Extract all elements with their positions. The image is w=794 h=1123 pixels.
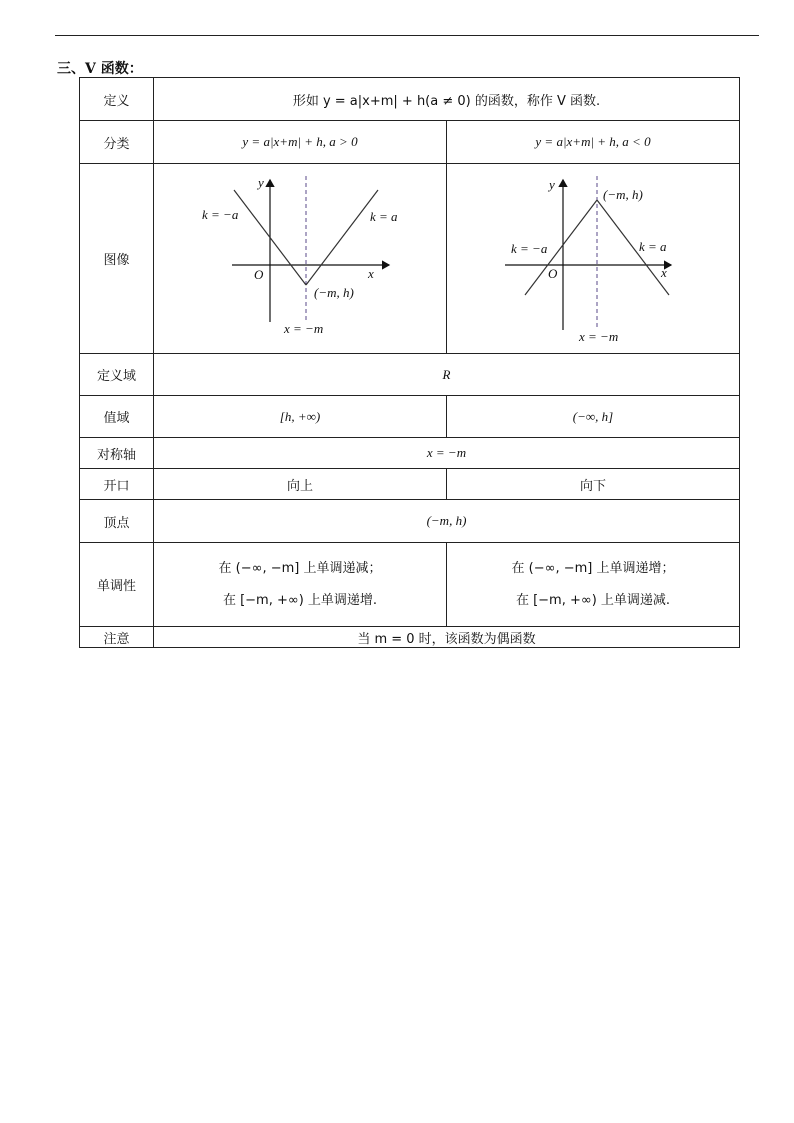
domain-value: R <box>154 354 740 396</box>
symmetry-line-label: x = −m <box>579 329 619 344</box>
graph-label: 图像 <box>80 164 154 354</box>
range-positive: [h, +∞) <box>154 396 447 438</box>
top-rule <box>55 35 759 36</box>
monotonicity-positive-line-1: 在 (−∞, −m] 上单调递减； <box>218 560 382 576</box>
classification-negative: y = a|x+m| + h, a < 0 <box>447 121 740 164</box>
left-slope-label: k = −a <box>202 207 239 222</box>
row-opening <box>80 469 740 500</box>
graph-negative <box>451 164 735 349</box>
opening-negative: 向下 <box>447 469 740 500</box>
symmetry-line-label: x = −m <box>284 321 324 336</box>
opening-positive: 向上 <box>154 469 447 500</box>
note-value: 当 m = 0 时，该函数为偶函数 <box>154 627 740 648</box>
axis-label: 对称轴 <box>80 438 154 469</box>
row-definition <box>80 78 740 121</box>
x-axis-label: x <box>661 265 667 280</box>
row-classification <box>80 121 740 164</box>
vertex-value: (−m, h) <box>154 500 740 543</box>
monotonicity-negative-line-2: 在 [−m, +∞) 上单调递减. <box>515 592 671 608</box>
x-axis-label: x <box>368 266 374 281</box>
row-axis <box>80 438 740 469</box>
graph-positive-cell <box>154 164 447 354</box>
vertex-row-label: 顶点 <box>80 500 154 543</box>
right-slope-label: k = a <box>639 239 667 254</box>
definition-label: 定义 <box>80 78 154 121</box>
definition-text: 形如 y = a|x+m| + h(a ≠ 0) 的函数，称作 V 函数. <box>154 78 740 121</box>
vertex-label: (−m, h) <box>314 285 354 300</box>
axis-value: x = −m <box>154 438 740 469</box>
section-title: 三、V 函数： <box>57 61 143 77</box>
graph-negative-cell <box>447 164 740 354</box>
range-negative: (−∞, h] <box>447 396 740 438</box>
monotonicity-positive-line-2: 在 [−m, +∞) 上单调递增. <box>222 592 378 608</box>
row-graph <box>80 164 740 354</box>
domain-label: 定义域 <box>80 354 154 396</box>
origin-label: O <box>254 267 264 282</box>
opening-label: 开口 <box>80 469 154 500</box>
row-monotonicity <box>80 543 740 627</box>
monotonicity-negative-line-1: 在 (−∞, −m] 上单调递增； <box>511 560 675 576</box>
v-function-table <box>79 77 740 648</box>
classification-label: 分类 <box>80 121 154 164</box>
monotonicity-label: 单调性 <box>80 543 154 627</box>
row-range <box>80 396 740 438</box>
y-axis-label: y <box>258 175 264 190</box>
graph-positive <box>154 164 454 349</box>
y-axis-label: y <box>549 177 555 192</box>
row-vertex <box>80 500 740 543</box>
row-note <box>80 627 740 648</box>
monotonicity-negative <box>447 543 740 627</box>
row-domain <box>80 354 740 396</box>
origin-label: O <box>548 266 558 281</box>
left-slope-label: k = −a <box>511 241 548 256</box>
vertex-label: (−m, h) <box>603 187 643 202</box>
note-label: 注意 <box>80 627 154 648</box>
classification-positive: y = a|x+m| + h, a > 0 <box>154 121 447 164</box>
range-label: 值域 <box>80 396 154 438</box>
monotonicity-positive <box>154 543 447 627</box>
right-slope-label: k = a <box>370 209 398 224</box>
